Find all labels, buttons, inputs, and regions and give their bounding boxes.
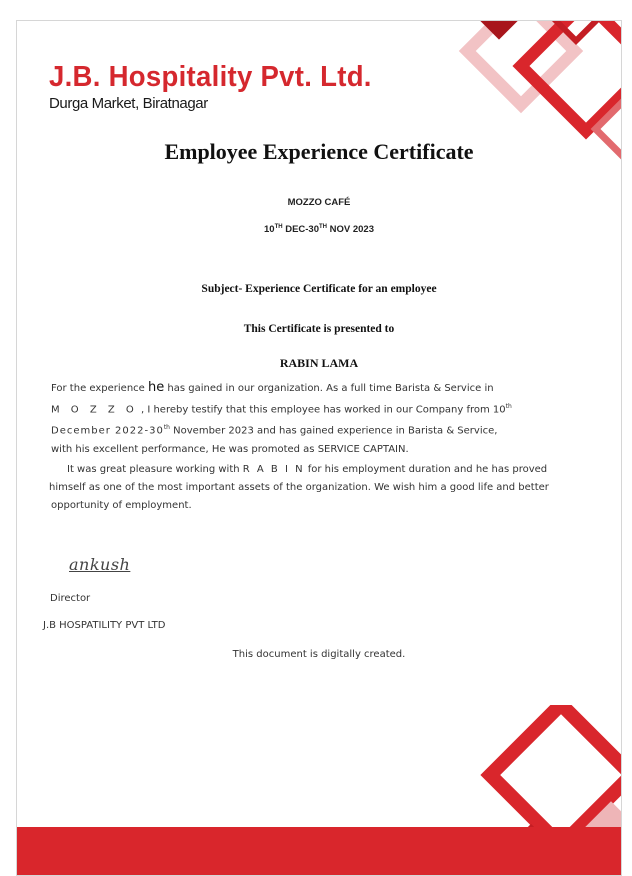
cafe-name: MOZZO CAFÉ — [287, 197, 351, 208]
signatory-role: Director — [50, 593, 91, 604]
paragraph-line: M O Z Z O , I hereby testify that this employee has worked in our Company from 10th — [51, 403, 512, 416]
paragraph-line: It was great pleasure working with R A B I N for his employment duration and he has proved — [67, 464, 548, 475]
company-name: J.B. Hospitality Pvt. Ltd. — [49, 61, 372, 93]
paragraph-line: opportunity of employment. — [51, 500, 192, 511]
employment-period: 10TH DEC-30TH NOV 2023 — [263, 224, 374, 236]
paragraph-line: with his excellent performance, He was promoted as SERVICE CAPTAIN. — [51, 443, 409, 455]
paragraph-line: For the experience he has gained in our organization. As a full time Barista & Service in — [51, 380, 494, 395]
signatory-company: J.B HOSPATILITY PVT LTD — [43, 620, 166, 631]
certificate-page — [16, 20, 622, 876]
subject-line: Subject- Experience Certificate for an employee — [201, 283, 437, 295]
paragraph-experience — [51, 379, 611, 459]
certificate-title: Employee Experience Certificate — [164, 139, 474, 164]
paragraph-line: December 2022-30th November 2023 and has gained experience in Barista & Service, — [51, 424, 498, 437]
footer-band — [17, 827, 621, 875]
director-signature: ankush — [69, 555, 131, 574]
employee-name: RABIN LAMA — [279, 356, 359, 370]
paragraph-appreciation — [51, 461, 611, 515]
paragraph-line: himself as one of the most important assets of the organization. We wish him a good life and better — [49, 482, 549, 493]
digital-note: This document is digitally created. — [232, 649, 406, 660]
presented-line: This Certificate is presented to — [243, 323, 395, 335]
company-address: Durga Market, Biratnagar — [49, 95, 208, 112]
